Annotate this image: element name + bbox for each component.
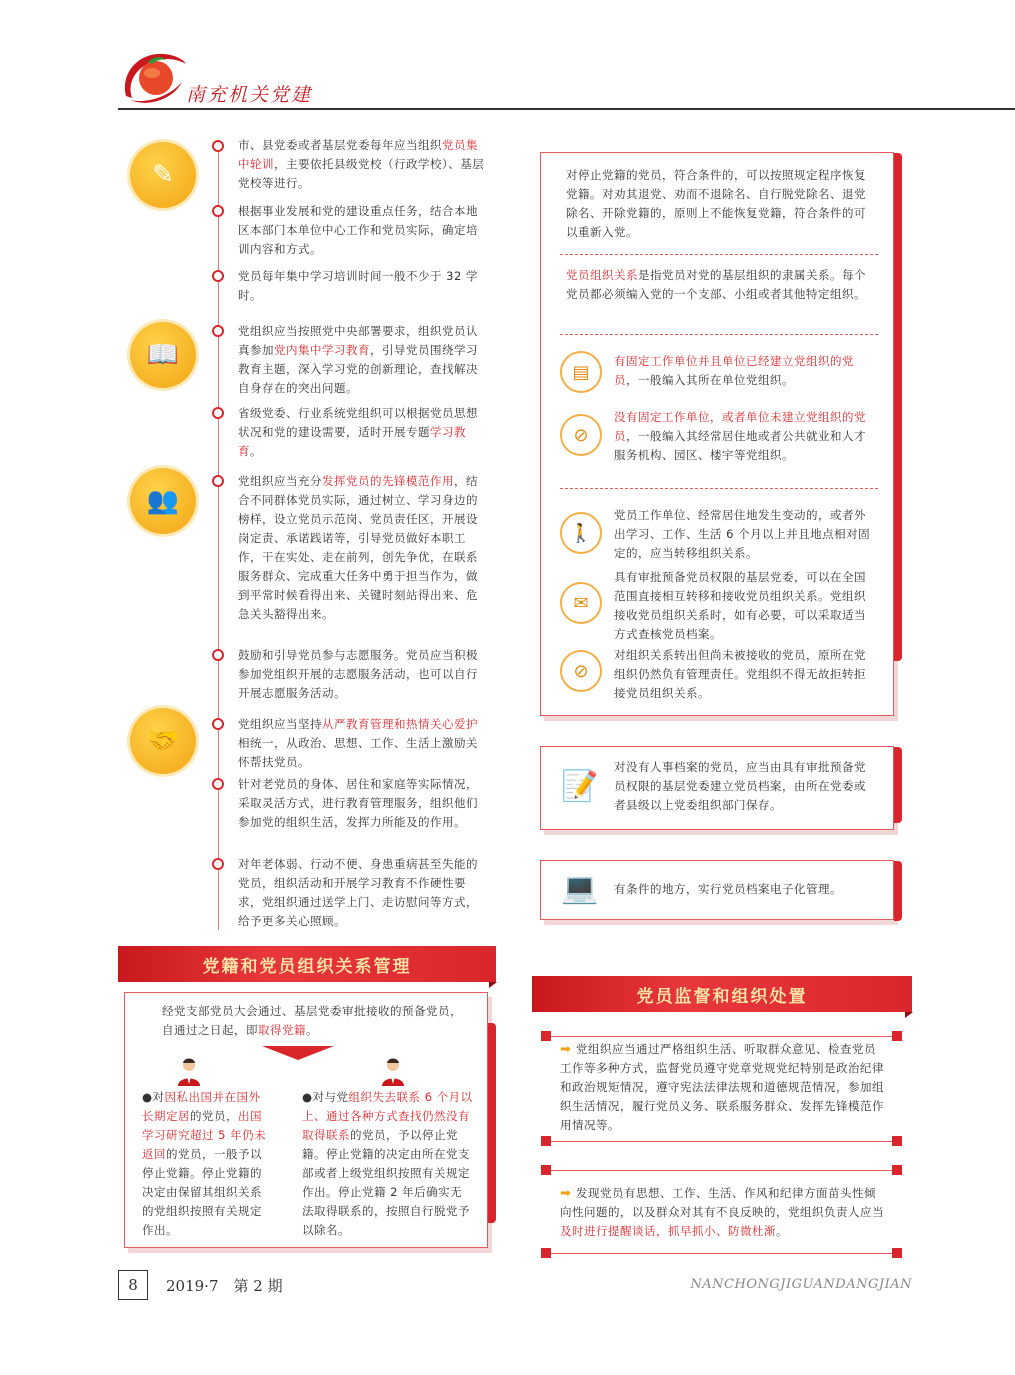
section-heading-membership: 党籍和党员组织关系管理 (118, 946, 496, 982)
relation-definition: 党员组织关系是指党员对党的基层组织的隶属关系。每个党员都必须编入党的一个支部、小组或者其他特定组织。 (566, 268, 866, 301)
study-book-icon: 📖 (130, 322, 196, 388)
corner-square (541, 1136, 551, 1146)
relation-row: 有固定工作单位并且单位已经建立党组织的党员，一般编入其所在单位党组织。 (614, 354, 854, 387)
office-building-icon: ▤ (560, 351, 602, 393)
footer-english-title: NANCHONGJIGUANDANGJIAN (690, 1277, 912, 1292)
list-item: 市、县党委或者基层党委每年应当组织党员集中轮训，主要依托县级党校（行政学校）、基层党校等进行。 (238, 138, 485, 190)
document-edit-icon: ✎ (130, 142, 196, 208)
section-heading-supervision: 党员监督和组织处置 (532, 976, 912, 1012)
walking-person-icon: 🚶 (560, 512, 602, 554)
timeline-dot (212, 858, 224, 870)
list-item: 党组织应当坚持从严教育管理和热情关心爱护相统一，从政治、思想、工作、生活上激励关怀帮扶党员。 (238, 717, 478, 769)
list-item: 针对老党员的身体、居住和家庭等实际情况，采取灵活方式，进行教育管理服务，组织他们参加党的组织生活，发挥力所能及的作用。 (238, 777, 478, 829)
membership-intro: 经党支部党员大会通过、基层党委审批接收的预备党员，自通过之日起，即取得党籍。 (162, 1004, 462, 1037)
list-item: 党组织应当按照党中央部署要求，组织党员认真参加党内集中学习教育，引导党员围绕学习教育主题，深入学习党的创新理论，查找解决自身存在的突出问题。 (238, 324, 478, 395)
corner-square (541, 1248, 551, 1258)
lecture-group-icon: 👥 (130, 468, 196, 534)
certificate-icon: ✉ (560, 582, 602, 624)
header-rule (118, 108, 1015, 110)
list-item: 省级党委、行业系统党组织可以根据党员思想状况和党的建设需要，适时开展专题学习教育。 (238, 406, 478, 458)
corner-square (541, 1031, 551, 1041)
timeline-dot (212, 270, 224, 282)
list-item: 党组织应当充分发挥党员的先锋模范作用，结合不同群体党员实际，通过树立、学习身边的榜样，设立党员示范岗、党员责任区，开展设岗定责、承诺践诺等，引导党员做好本职工作，干在实处、走在前列，创先争优，在联系服务群众、完成重大任务中勇于担当作为，做到平常时候看得出来、关键时刻站得出来、危急关头豁得出来。 (238, 474, 478, 621)
list-item: 党员每年集中学习培训时间一般不少于 32 学时。 (238, 269, 478, 302)
dashed-divider (560, 488, 878, 489)
corner-square (892, 1165, 902, 1175)
handshake-icon: 🤝 (130, 708, 196, 774)
arrow-right-icon: ➡ (560, 1186, 577, 1201)
box-accent-bar (894, 153, 902, 661)
corner-square (541, 1165, 551, 1175)
timeline-dot (212, 475, 224, 487)
supervision-text-1: ➡ 党组织应当通过严格组织生活、听取群众意见、检查党员工作等多种方式，监督党员遵守党章党规党纪特别是政治纪律和政治规矩情况，遵守宪法法律法规和道德规范情况，参加组织生活情况，履行党员义务、联系服务群众、发挥先锋模范作用情况等。 (560, 1042, 884, 1132)
no-refusal-icon: ⊘ (560, 650, 602, 692)
person-icon (380, 1056, 406, 1086)
arrow-down-icon (262, 1046, 334, 1060)
timeline-dot (212, 778, 224, 790)
arrow-right-icon: ➡ (560, 1042, 577, 1057)
corner-square (892, 1136, 902, 1146)
logo-icon (118, 44, 188, 106)
computer-profile-icon: 💻 (561, 870, 599, 906)
person-icon (176, 1056, 202, 1086)
corner-square (892, 1031, 902, 1041)
supervision-text-2: ➡ 发现党员有思想、工作、生活、作风和纪律方面苗头性倾向性问题的，以及群众对其有不良反映的，党组织负责人应当及时进行提醒谈话，抓早抓小、防微杜渐。 (560, 1186, 884, 1238)
timeline-dot (212, 649, 224, 661)
timeline-dot (212, 325, 224, 337)
dashed-divider (560, 334, 878, 335)
relation-row: 没有固定工作单位，或者单位未建立党组织的党员，一般编入其经常居住地或者公共就业和人才服务机构、园区、楼宇等党组织。 (614, 410, 866, 462)
timeline-dot (212, 718, 224, 730)
archive-text: 对没有人事档案的党员，应当由具有审批预备党员权限的基层党委建立党员档案，由所在党委或者县级以上党委组织部门保存。 (614, 760, 866, 812)
box-accent-bar (894, 861, 902, 921)
list-item: 鼓励和引导党员参与志愿服务。党员应当积极参加党组织开展的志愿服务活动，也可以自行开展志愿服务活动。 (238, 648, 478, 700)
restore-text: 对停止党籍的党员，符合条件的，可以按照规定程序恢复党籍。对劝其退党、劝而不退除名、自行脱党除名、退党除名、开除党籍的，原则上不能恢复党籍，符合条件的可以重新入党。 (566, 168, 866, 239)
no-building-icon: ⊘ (560, 414, 602, 456)
page-number: 8 (118, 1270, 148, 1300)
relation-row: 具有审批预备党员权限的基层党委，可以在全国范围直接相互转移和接收党员组织关系。党组织接收党员组织关系时，如有必要，可以采取适当方式查核党员档案。 (614, 570, 866, 641)
issue-label: 2019·7 第 2 期 (166, 1277, 283, 1295)
dashed-divider (560, 254, 878, 255)
left-case-text: ●对因私出国并在国外长期定居的党员，出国学习研究超过 5 年仍未返回的党员，一般予以停止党籍。停止党籍的决定由保留其组织关系的党组织按照有关规定作出。 (142, 1090, 267, 1237)
timeline-line (218, 140, 219, 930)
brand-title: 南充机关党建 (186, 84, 313, 106)
timeline-dot (212, 205, 224, 217)
list-item: 根据事业发展和党的建设重点任务，结合本地区本部门本单位中心工作和党员实际，确定培训内容和方式。 (238, 204, 478, 256)
list-item: 对年老体弱、行动不便、身患重病甚至失能的党员，组织活动和开展学习教育不作硬性要求，党组织通过送学上门、走访慰问等方式，给予更多关心照顾。 (238, 857, 478, 928)
timeline-dot (212, 140, 224, 152)
digital-text: 有条件的地方，实行党员档案电子化管理。 (614, 882, 842, 896)
relation-row: 对组织关系转出但尚未被接收的党员，原所在党组织仍然负有管理责任。党组织不得无故拒转拒接党员组织关系。 (614, 648, 866, 700)
relation-row: 党员工作单位、经常居住地发生变动的，或者外出学习、工作、生活 6 个月以上并且地点相对固定的，应当转移组织关系。 (614, 508, 871, 560)
archive-file-icon: 📝 (561, 768, 599, 804)
timeline-dot (212, 407, 224, 419)
box-accent-bar (488, 1023, 496, 1223)
corner-square (892, 1248, 902, 1258)
box-accent-bar (894, 747, 902, 823)
right-case-text: ●对与党组织失去联系 6 个月以上、通过各种方式查找仍然没有取得联系的党员，予以停止党籍。停止党籍的决定由所在党支部或者上级党组织按照有关规定作出。停止党籍 2 年后确实无法取得联系的，按照自行脱党予以除名。 (302, 1090, 473, 1237)
